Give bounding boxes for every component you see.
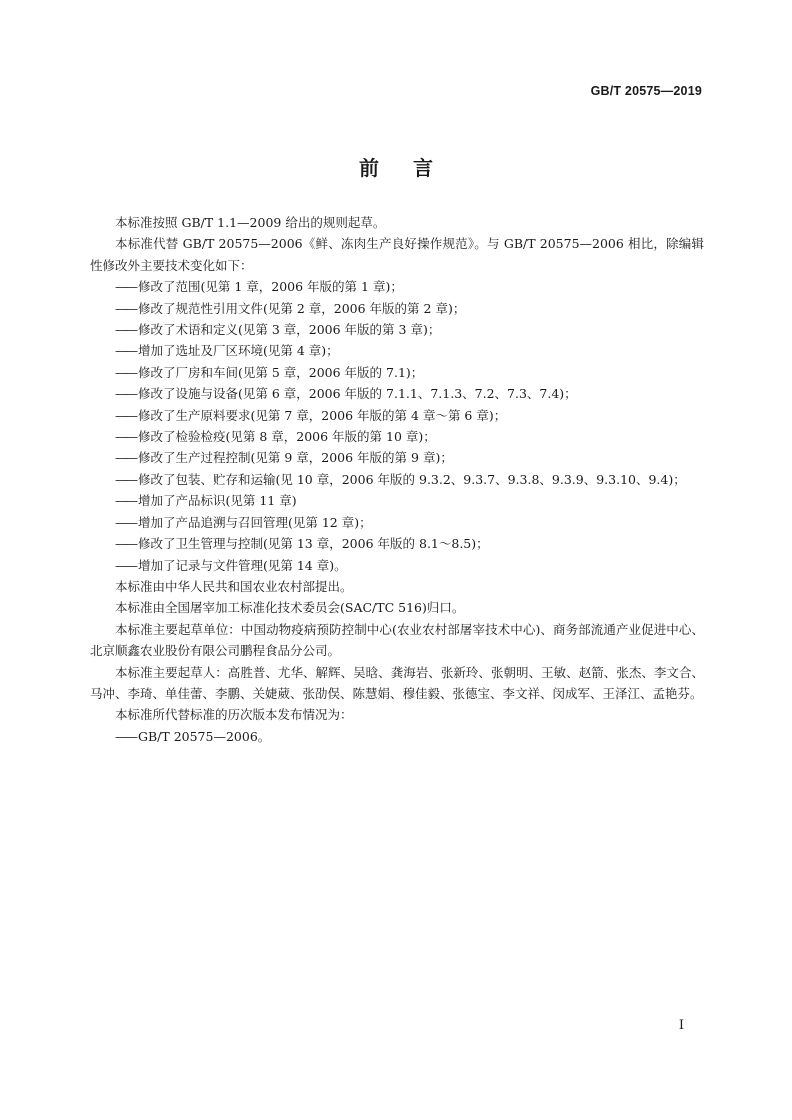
list-item-text: 修改了包装、贮存和运输(见 10 章，2006 年版的 9.3.2、9.3.7、9.3.8、9.3.9、9.3.10、9.4)； (138, 471, 686, 487)
list-item-text: 增加了记录与文件管理(见第 14 章)。 (138, 557, 347, 573)
document-body (90, 212, 704, 747)
list-item-text: 增加了产品追溯与召回管理(见第 12 章)； (138, 514, 372, 530)
list-item (90, 319, 704, 340)
dash-mark: —— (115, 536, 136, 552)
list-item-text: 修改了生产过程控制(见第 9 章，2006 年版的第 9 章)； (138, 450, 453, 466)
paragraph: 本标准由全国屠宰加工标准化技术委员会(SAC/TC 516)归口。 (115, 600, 465, 616)
dash-mark: —— (115, 343, 136, 359)
paragraph: 本标准由中华人民共和国农业农村部提出。 (115, 578, 353, 594)
dash-mark: —— (115, 471, 136, 487)
list-item (90, 426, 704, 447)
paragraph: 本标准代替 GB/T 20575—2006《鲜、冻肉生产良好操作规范》。与 GB/T 20575—2006 相比，除编辑性修改外主要技术变化如下： (90, 236, 704, 273)
list-item (90, 555, 704, 576)
list-item (90, 447, 704, 468)
list-item-text: 修改了设施与设备(见第 6 章，2006 年版的 7.1.1、7.1.3、7.2、7.3、7.4)； (138, 386, 577, 402)
list-item-text: 修改了卫生管理与控制(见第 13 章，2006 年版的 8.1～8.5)； (138, 536, 489, 552)
dash-mark: —— (115, 364, 136, 380)
standard-code: GB/T 20575—2019 (590, 84, 702, 98)
change-list (90, 276, 704, 576)
paragraph: 本标准主要起草单位：中国动物疫病预防控制中心(农业农村部屠宰技术中心)、商务部流通产业促进中心、北京顺鑫农业股份有限公司鹏程食品分公司。 (90, 621, 704, 659)
list-item-text: GB/T 20575—2006。 (138, 728, 271, 744)
list-item (90, 383, 704, 404)
list-item-text: 修改了范围(见第 1 章，2006 年版的第 1 章)； (138, 279, 403, 295)
paragraph: 本标准所代替标准的历次版本发布情况为： (115, 707, 353, 723)
dash-mark: —— (115, 322, 136, 338)
list-item (90, 340, 704, 361)
dash-mark: —— (115, 300, 136, 316)
dash-mark: —— (115, 557, 136, 573)
list-item (90, 490, 704, 511)
list-item (90, 533, 704, 554)
dash-mark: —— (115, 429, 136, 445)
list-item (90, 405, 704, 426)
list-item-text: 修改了术语和定义(见第 3 章，2006 年版的第 3 章)； (138, 322, 441, 338)
page-title: 前言 (359, 156, 467, 180)
paragraph: 本标准按照 GB/T 1.1—2009 给出的规则起草。 (115, 215, 386, 230)
paragraph: 本标准主要起草人：高胜普、尤华、解辉、吴晗、龚海岩、张新玲、张朝明、王敏、赵箭、张杰、李文合、马冲、李琦、单佳蕾、李鹏、关婕葳、张劭俣、陈慧娟、穆佳毅、张德宝、李文祥、闵成军、王泽江、孟艳芬。 (90, 664, 704, 701)
page-number: I (678, 1018, 684, 1033)
list-item-text: 修改了厂房和车间(见第 5 章，2006 年版的 7.1)； (138, 364, 424, 380)
list-item-text: 增加了选址及厂区环境(见第 4 章)； (138, 343, 339, 359)
dash-mark: —— (115, 728, 136, 744)
list-item-text: 修改了生产原料要求(见第 7 章，2006 年版的第 4 章～第 6 章)； (138, 407, 507, 423)
list-item (90, 512, 704, 533)
dash-mark: —— (115, 407, 136, 423)
list-item (90, 469, 704, 490)
list-item (90, 276, 704, 297)
list-item-text: 增加了产品标识(见第 11 章) (138, 493, 297, 509)
dash-mark: —— (115, 514, 136, 530)
list-item (90, 362, 704, 383)
list-item-text: 修改了规范性引用文件(见第 2 章，2006 年版的第 2 章)； (138, 300, 466, 316)
dash-mark: —— (115, 279, 136, 295)
list-item-text: 修改了检验检疫(见第 8 章，2006 年版的第 10 章)； (138, 429, 436, 445)
list-item (90, 298, 704, 319)
dash-mark: —— (115, 386, 136, 402)
dash-mark: —— (115, 493, 136, 509)
dash-mark: —— (115, 450, 136, 466)
list-item (90, 726, 704, 747)
